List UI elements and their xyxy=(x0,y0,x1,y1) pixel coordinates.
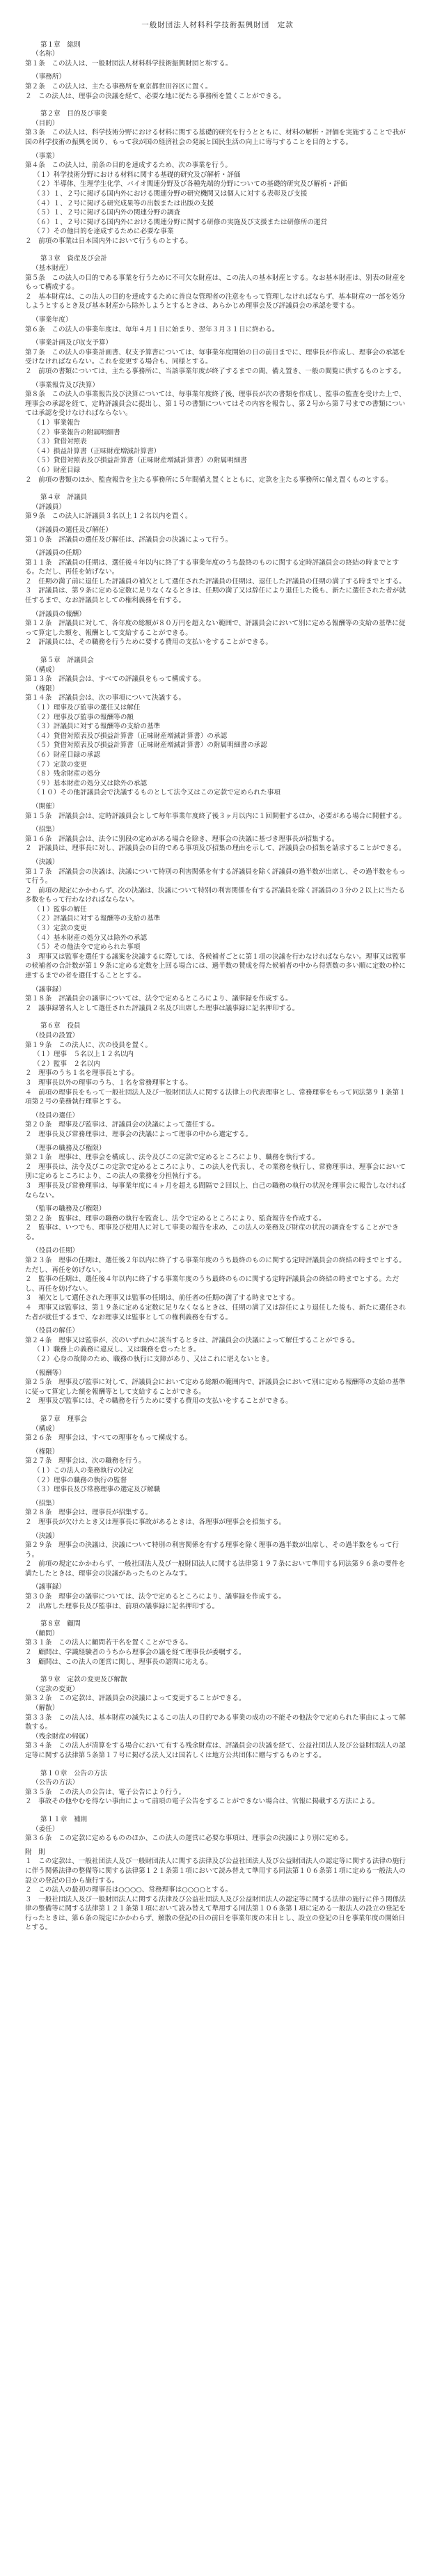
article-caption: （役員の任期） xyxy=(32,1247,79,1255)
article-text: （８）残余財産の処分 xyxy=(33,770,100,778)
article-caption: （残余財産の帰属） xyxy=(32,1732,93,1741)
chapter-heading: 第７章 理事会 xyxy=(40,1415,88,1423)
article-text: （４）１、２号に掲げる研究成果等の出版または出版の支援 xyxy=(33,199,214,207)
article-text: 第１４条 評議員会は、次の事項について決議する。 xyxy=(25,694,186,702)
article-text: （５）貸借対照表及び損益計算書（正味財産増減計算書）の附属明細書の承認 xyxy=(33,741,267,750)
article-caption: （事業年度） xyxy=(32,316,72,324)
article-text: （３）１、２号に掲げる国内外における関連分野の研究機関又は個人に対する表彰及び支援 xyxy=(33,189,308,198)
article-text: 第３１条 この法人に顧問若干名を置くことができる。 xyxy=(25,1639,192,1647)
article-text: ４ 理事又は監事は、第１９条に定める定数に足りなくなるときは、任期の満了又は辞任により退任した後も、新たに選任された者が就任するまで、なお理事又は監事としての権利義務を有する。 xyxy=(25,1304,406,1321)
article-text: ２ この法人は、理事会の決議を経て、必要な地に従たる事務所を置くことができる。 xyxy=(25,92,285,100)
article-text: ３ 理事又は監事を選任する議案を決議するに際しては、各候補者ごとに第１項の決議を行わなければならない。理事又は監事の候補者の合計数が第１９条に定める定数を上回る場合には、過半数の賛成を得た候補者の中から得票数の多い順に定数の枠に達するまでの者を選任することとする。 xyxy=(25,952,406,980)
article-text: （１）理事及び監事の選任又は解任 xyxy=(33,704,141,712)
article-text: （１０）その他評議員会で決議するものとして法令又はこの定款で定められた事項 xyxy=(33,789,280,797)
article-text: 第１０条 評議員の選任及び解任は、評議員会の決議によって行う。 xyxy=(25,535,232,544)
article-text: ２ 前項の書類のほか、監査報告を主たる事務所に５年間備え置くとともに、定款を主たる事務所に備え置くものとする。 xyxy=(25,476,393,484)
article-caption: （権限） xyxy=(32,1447,59,1456)
article-text: 第２０条 理事及び監事は、評議員会の決議によって選任する。 xyxy=(25,1121,219,1129)
article-caption: （権限） xyxy=(32,684,59,693)
article-text: ２ 前項の規定にかかわらず、次の決議は、決議について特別の利害関係を有する評議員を除く評議員の３分の２以上に当たる多数をもって行わなければならない。 xyxy=(25,886,405,904)
article-text: 第２条 この法人は、主たる事務所を東京都世田谷区に置く。 xyxy=(25,82,212,91)
chapter-heading: 第６章 役員 xyxy=(40,1022,81,1030)
spacer xyxy=(25,101,410,105)
article-text: 第１５条 評議員会は、定時評議員会として毎年事業年度終了後３ヶ月以内に１回開催するほか、必要がある場合に開催する。 xyxy=(25,812,406,820)
article-caption: （解散） xyxy=(32,1704,59,1712)
article-text: ２ 議事録署名人として選任された評議員２名及び出席した理事は議事録に記名押印する。 xyxy=(25,1004,299,1012)
article-caption: （決議） xyxy=(32,1532,59,1540)
article-caption: （決議） xyxy=(32,858,59,866)
article-caption: （招集） xyxy=(32,826,59,834)
spacer xyxy=(25,1667,410,1671)
article-text: 第２５条 理事及び監事に対して、評議員会において定める総額の範囲内で、評議員会において別に定める報酬等の支給の基準に従って算定した額を報酬等として支給することができる。 xyxy=(25,1379,406,1396)
spacer xyxy=(25,1406,410,1411)
chapter-heading: 第１章 総則 xyxy=(40,40,81,49)
article-text: ２ 基本財産は、この法人の目的を達成するために善良な管理者の注意をもって管理しなければならず、基本財産の一部を処分しようとするとき及び基本財産から除外しようとするときは、あらかじめ理事会及び評議員会の承認を要する。 xyxy=(25,292,406,311)
article-text: ２ 前項の事業は日本国内外において行うものとする。 xyxy=(25,237,192,245)
article-text: ２ 事故その他やむを得ない事由によって前項の電子公告をすることができない場合は、官報に掲載する方法による。 xyxy=(25,1798,379,1806)
article-text: 第２３条 理事の任期は、選任後２年以内に終了する事業年度のうち最終のものに関する定時評議員会の終結の時までとする。ただし、再任を妨げない。 xyxy=(25,1257,406,1274)
article-text: ３ 評議員は、第９条に定める定数に足りなくなるときは、任期の満了又は辞任により退任した後も、新たに選任された者が就任するまで、なお評議員としての権利義務を有する。 xyxy=(25,587,406,605)
article-text: （５）貸借対照表及び損益計算書（正味財産増減計算書）の附属明細書 xyxy=(33,457,247,465)
article-caption: （議事録） xyxy=(32,1583,65,1592)
article-caption: （開催） xyxy=(32,802,59,810)
article-text: 第１６条 評議員会は、法令に別段の定めがある場合を除き、理事会の決議に基づき理事長が招集する。 xyxy=(25,835,339,843)
article-text: 第２８条 理事会は、理事長が招集する。 xyxy=(25,1509,152,1517)
article-caption: （事務所） xyxy=(32,73,65,81)
article-caption: （公告の方法） xyxy=(32,1779,79,1787)
article-text: （２）事業報告の附属明細書 xyxy=(33,428,120,437)
article-text: ２ 任期の満了前に退任した評議員の補欠として選任された評議員の任期は、退任した評議員の任期の満了する時までとする。 xyxy=(25,577,406,586)
article-text: ２ 顧問は、学識経験者のうちから理事会の議を経て理事長が委嘱する。 xyxy=(25,1649,246,1657)
article-text: （６）１、２号に掲げる国内外における関連分野に関する研修の実施及び支援または研修所の運営 xyxy=(33,218,328,226)
article-caption: （事業報告及び決算） xyxy=(32,381,99,389)
article-caption: （評議員の選任及び解任） xyxy=(32,526,113,534)
article-text: 第２４条 理事又は監事が、次のいずれかに該当するときは、評議員会の決議によって解任することができる。 xyxy=(25,1336,359,1344)
article-text: ２ 理事及び監事には、その職務を行うために要する費用の支払いをすることができる。 xyxy=(25,1397,292,1406)
article-text: （２）監事 ２名以内 xyxy=(33,1060,100,1068)
article-text: 第３５条 この法人の公告は、電子公告により行う。 xyxy=(25,1788,186,1796)
article-text: 第２９条 理事会の決議は、決議について特別の利害関係を有する理事を除く理事の過半数が出席し、その過半数をもって行う。 xyxy=(25,1541,400,1559)
article-caption: （評議員の報酬） xyxy=(32,610,86,618)
article-caption: （顧問） xyxy=(32,1629,59,1638)
article-text: （１）理事 ５名以上１２名以内 xyxy=(33,1051,134,1059)
article-text: ２ 前項の規定にかかわらず、一般社団法人及び一般財団法人に関する法律第１９７条において準用する同法第９６条の要件を満たしたときは、理事会の決議があったものとみなす。 xyxy=(25,1560,406,1578)
article-caption: （報酬等） xyxy=(32,1369,65,1377)
article-text: 第２２条 監事は、理事の職務の執行を監査し、法令で定めるところにより、監査報告を作成する。 xyxy=(25,1214,326,1223)
article-text: （６）財産目録の承認 xyxy=(33,751,100,759)
spacer xyxy=(25,1761,410,1765)
article-caption: （議事録） xyxy=(32,985,65,994)
article-text: （１）この法人の業務執行の決定 xyxy=(33,1466,134,1475)
chapter-heading: 第１１章 補則 xyxy=(40,1815,88,1823)
article-text: ３ 理事長以外の理事のうち、１名を常務理事とする。 xyxy=(25,1078,192,1087)
article-text: （５）その他法令で定められた事項 xyxy=(33,943,141,952)
spacer xyxy=(25,647,410,652)
article-text: （７）その他目的を達成するために必要な事業 xyxy=(33,228,174,236)
chapter-heading: 第８章 顧問 xyxy=(40,1620,81,1628)
article-caption: （評議員） xyxy=(32,503,65,511)
article-text: （３）貸借対照表 xyxy=(33,438,87,446)
article-text: 第３０条 理事会の議事については、法令で定めるところにより、議事録を作成する。 xyxy=(25,1593,285,1601)
article-text: ３ 顧問は、この法人の運営に関し、理事長の諮問に応える。 xyxy=(25,1658,212,1666)
article-text: ２ 評議員は、理事長に対し、評議員会の目的である事項及び招集の理由を示して、評議員会の招集を請求することができる。 xyxy=(25,845,406,853)
article-text: 第１９条 この法人に、次の役員を置く。 xyxy=(25,1041,152,1049)
article-caption: （委任） xyxy=(32,1825,59,1833)
spacer xyxy=(25,1611,410,1615)
chapter-heading: 第３章 資産及び会計 xyxy=(40,255,107,263)
article-text: （３）理事長及び常務理事の選定及び解職 xyxy=(33,1486,161,1494)
article-text: 附 則 xyxy=(25,1848,45,1856)
article-text: （１）事業報告 xyxy=(33,418,81,427)
article-text: ２ 理事長は、法令及びこの定款で定めるところにより、この法人を代表し、その業務を執行し、常務理事は、理事会において別に定めるところにより、この法人の業務を分担執行する。 xyxy=(25,1163,406,1181)
document-body xyxy=(25,40,410,1933)
article-text: ２ 前項の書類については、主たる事務所に、当該事業年度が終了するまでの間、備え置き、一般の閲覧に供するものとする。 xyxy=(25,368,406,375)
article-text: ２ 出席した理事長及び監事は、前項の議事録に記名押印する。 xyxy=(25,1602,219,1610)
article-caption: （目的） xyxy=(32,119,59,127)
article-caption: （理事の職務及び権限） xyxy=(32,1144,106,1152)
article-text: 第３６条 この定款に定めるもののほか、この法人の運営に必要な事項は、理事会の決議により別に定める。 xyxy=(25,1835,353,1843)
article-text: （２）理事及び監事の報酬等の額 xyxy=(33,713,134,721)
article-caption: （構成） xyxy=(32,1424,59,1433)
chapter-heading: 第９章 定款の変更及び解散 xyxy=(40,1676,127,1684)
article-text: ２ 理事長が欠けたとき又は理事長に事故があるときは、各理事が理事会を招集する。 xyxy=(25,1518,286,1526)
article-text: １ この定款は、一般社団法人及び一般財団法人に関する法律及び公益社団法人及び公益財団法人の認定等に関する法律の施行に伴う関係法律の整備等に関する法律第１２１条第１項において読み替えて準用する同法第１０６条第１項に定める一般法人の設立の登記の日から施行する。 xyxy=(25,1858,406,1885)
article-text: ３ 一般社団法人及び一般財団法人に関する法律及び公益社団法人及び公益財団法人の認定等に関する法律の施行に伴う関係法律の整備等に関する法律第１２１条第１項において読み替えて準用する同法第１０６条第１項に定める一般法人の設立の登記を行ったときは、第６条の規定にかかわらず、解散の登記の日の前日を事業年度の末日とし、設立の登記の日を事業年度の開始日とする。 xyxy=(25,1895,406,1932)
article-text: 第５条 この法人の目的である事業を行うために不可欠な財産は、この法人の基本財産とする。なお基本財産は、別表の財産をもって構成する。 xyxy=(25,274,406,292)
article-text: 第３条 この法人は、科学技術分野における材料に関する基礎的研究を行うとともに、材料の解析・評価を実施することで我が国の科学技術の振興を図り、もって我が国の経済社会の発展と国民生活の向上に寄与することを目的とする。 xyxy=(25,129,406,146)
article-text: 第８条 この法人の事業報告及び決算については、毎事業年度終了後、理事長が次の書類を作成し、監事の監査を受けた上で、理事会の承認を経て、定時評議員会に提出し、第１号の書類についてはその内容を報告し、第２号から第７号までの書類については承認を受けなければならない。 xyxy=(25,391,406,418)
article-text: 第１８条 評議員会の議事については、法令で定めるところにより、議事録を作成する。 xyxy=(25,995,292,1003)
article-text: （２）半導体、生理学生化学、バイオ関連分野及び各種先端的分野についての基礎的研究及び解析・評価 xyxy=(33,180,347,189)
article-text: 第３４条 この法人が清算をする場合において有する残余財産は、評議員会の決議を経て、公益社団法人及び公益財団法人の認定等に関する法律第５条第１７号に掲げる法人又は国若しくは地方公共団体に贈与するものとする。 xyxy=(25,1742,406,1759)
article-text: （４）損益計算書（正味財産増減計算書） xyxy=(33,447,161,455)
article-text: （７）定款の変更 xyxy=(33,760,87,769)
article-text: ２ 監事は、いつでも、理事及び使用人に対して事業の報告を求め、この法人の業務及び財産の状況の調査をすることができる。 xyxy=(25,1224,399,1241)
article-caption: （役員の設置） xyxy=(32,1032,79,1039)
spacer xyxy=(25,1807,410,1811)
article-text: ２ 評議員には、その職務を行うために要する費用の支払いをすることができる。 xyxy=(25,638,272,647)
article-text: ２ 理事長及び常務理事は、理事会の決議によって理事の中から選定する。 xyxy=(25,1130,253,1138)
article-caption: （定款の変更） xyxy=(32,1685,79,1693)
chapter-heading: 第５章 評議員会 xyxy=(40,657,94,665)
article-text: 第９条 この法人に評議員３名以上１２名以内を置く。 xyxy=(25,512,192,521)
article-text: （６）財産目録 xyxy=(33,466,81,474)
article-text: （４）基本財産の処分又は除外の承認 xyxy=(33,934,148,942)
article-text: ３ 補欠として選任された理事又は監事の任期は、前任者の任期の満了する時までとする。 xyxy=(25,1294,299,1303)
spacer xyxy=(25,246,410,250)
article-caption: （評議員の任期） xyxy=(32,549,86,558)
article-text: （４）貸借対照表及び損益計算書（正味財産増減計算書）の承認 xyxy=(33,732,228,740)
article-text: （５）１、２号に掲げる国内外の関連分野の調査 xyxy=(33,209,181,217)
article-text: 第１３条 評議員会は、すべての評議員をもって構成する。 xyxy=(25,675,205,684)
article-caption: （名称） xyxy=(32,50,59,58)
article-text: （２）心身の故障のため、職務の執行に支障があり、又はこれに堪えないとき。 xyxy=(33,1356,274,1363)
article-caption: （監事の職務及び権限） xyxy=(32,1205,106,1214)
article-text: 第１条 この法人は、一般財団法人材料科学技術振興財団と称する。 xyxy=(25,59,232,68)
article-text: （１）監事の解任 xyxy=(33,905,87,913)
chapter-heading: 第２章 目的及び事業 xyxy=(40,110,107,118)
spacer xyxy=(25,485,410,489)
article-text: （１）科学技術分野における材料に関する基礎的研究及び解析・評価 xyxy=(33,171,241,179)
article-text: ２ 理事のうち１名を理事長とする。 xyxy=(25,1069,139,1078)
article-text: （２）評議員に対する報酬等の支給の基準 xyxy=(33,915,161,923)
article-text: 第１１条 評議員の任期は、選任後４年以内に終了する事業年度のうち最終のものに関する定時評議員会の終結の時までとする。ただし、再任を妨げない。 xyxy=(25,558,400,576)
article-text: ４ 前項の理事長をもって一般社団法人及び一般財団法人に関する法律上の代表理事とし、常務理事をもって同法第９１条第１項第２号の業務執行理事とする。 xyxy=(25,1088,406,1106)
article-caption: （事業計画及び収支予算） xyxy=(32,339,113,347)
article-text: （３）評議員に対する報酬等の支給の基準 xyxy=(33,723,161,731)
article-text: （９）基本財産の処分又は除外の承認 xyxy=(33,779,148,787)
page-title: 一般財団法人材料科学技術振興財団 定款 xyxy=(141,21,294,29)
article-caption: （構成） xyxy=(32,666,59,674)
article-text: ２ 監事の任期は、選任後４年以内に終了する事業年度のうち最終のものに関する定時評議員会の終結の時までとする。ただし、再任を妨げない。 xyxy=(25,1275,400,1293)
article-caption: （役員の解任） xyxy=(32,1327,79,1335)
article-text: ３ 理事長及び常務理事は、毎事業年度に４ヶ月を超える間隔で２回以上、自己の職務の執行の状況を理事会に報告しなければならない。 xyxy=(25,1181,406,1200)
article-caption: （事業） xyxy=(32,152,59,160)
article-caption: （基本財産） xyxy=(32,265,72,273)
chapter-heading: 第１０章 公告の方法 xyxy=(40,1769,107,1777)
article-text: 第２１条 理事は、理事会を構成し、法令及びこの定款で定めるところにより、職務を執行する。 xyxy=(25,1154,319,1162)
article-text: 第７条 この法人の事業計画書、収支予算書については、毎事業年度開始の日の前日までに、理事長が作成し、理事会の承認を受けなければならない。これを変更する場合も、同様とする。 xyxy=(25,348,406,366)
article-text: 第２７条 理事会は、次の職務を行う。 xyxy=(25,1457,145,1466)
article-text: 第３２条 この定款は、評議員会の決議によって変更することができる。 xyxy=(25,1695,246,1703)
article-text: 第２６条 理事会は、すべての理事をもって構成する。 xyxy=(25,1434,192,1443)
article-text: （２）理事の職務の執行の監督 xyxy=(33,1476,127,1484)
article-text: 第３３条 この法人は、基本財産の滅失によるこの法人の目的である事業の成功の不能その他法令で定められた事由によって解散する。 xyxy=(25,1713,406,1731)
article-text: 第４条 この法人は、前条の目的を達成するため、次の事業を行う。 xyxy=(25,162,232,170)
spacer xyxy=(25,1013,410,1017)
article-text: （１）職務上の義務に違反し、又は職務を怠ったとき。 xyxy=(33,1346,200,1354)
article-text: 第１７条 評議員会の決議は、決議について特別の利害関係を有する評議員を除く評議員の過半数が出席し、その過半数をもって行う。 xyxy=(25,867,406,886)
chapter-heading: 第４章 評議員 xyxy=(40,494,88,502)
article-text: （３）定款の変更 xyxy=(33,925,87,933)
article-text: 第１２条 評議員に対して、各年度の総額が８０万円を超えない範囲で、評議員会において別に定める報酬等の支給の基準に従って算定した額を、報酬として支給することができる。 xyxy=(25,620,406,637)
article-caption: （役員の選任） xyxy=(32,1111,79,1120)
article-text: ２ この法人の最初の理事長は○○○○、常務理事は○○○○とする。 xyxy=(25,1886,232,1894)
article-caption: （招集） xyxy=(32,1499,59,1507)
article-text: 第６条 この法人の事業年度は、毎年４月１日に始まり、翌年３月３１日に終わる。 xyxy=(25,325,279,333)
